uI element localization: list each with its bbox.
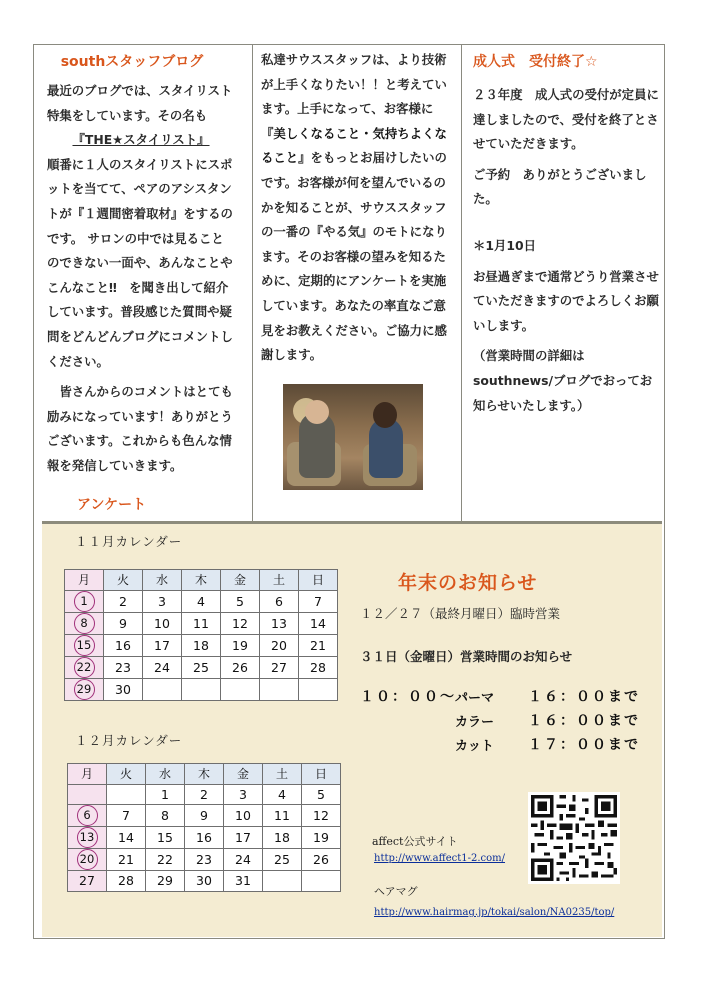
calendar-day: 30: [104, 678, 143, 700]
calendar-day: 10: [143, 612, 182, 634]
calendar-day: 29: [146, 871, 185, 892]
calendar-day: 2: [185, 784, 224, 805]
calendar-day: 13: [260, 612, 299, 634]
weekday-header: 日: [302, 764, 341, 785]
service-label: パーマ: [455, 691, 495, 706]
calendar-day-closed: 22: [65, 656, 104, 678]
weekday-header: 水: [143, 570, 182, 591]
calendar-day: [221, 678, 260, 700]
affect-site-link[interactable]: http://www.affect1-2.com/: [374, 853, 506, 864]
calendar-day: 4: [182, 590, 221, 612]
calendar-day-closed: 6: [68, 805, 107, 827]
calendar-day: 5: [221, 590, 260, 612]
calendar-day: [302, 871, 341, 892]
calendar-day: 31: [224, 871, 263, 892]
hairmag-label: ヘアマグ: [374, 885, 418, 898]
calendar-day: 17: [143, 634, 182, 656]
calendar-day: 5: [302, 784, 341, 805]
seijin-column: [473, 51, 663, 418]
hairmag-link[interactable]: http://www.hairmag.jp/tokai/salon/NA0235/top/: [374, 907, 615, 918]
calendar-day: 14: [107, 827, 146, 849]
calendar-day: 7: [299, 590, 338, 612]
calendar-day-closed: 13: [68, 827, 107, 849]
november-calendar: [64, 569, 338, 701]
column-divider: [461, 44, 462, 521]
calendar-day: 4: [263, 784, 302, 805]
seijin-date: ＊1月10日: [473, 237, 537, 253]
calendar-day: 24: [143, 656, 182, 678]
calendar-day: 25: [263, 849, 302, 871]
weekday-header: 木: [182, 570, 221, 591]
calendar-day: 22: [146, 849, 185, 871]
calendar-day-closed: 8: [65, 612, 104, 634]
weekday-header: 木: [185, 764, 224, 785]
calendar-day-closed: 15: [65, 634, 104, 656]
calendar-day: 28: [299, 656, 338, 678]
blog-paragraph: 最近のブログでは、スタイリスト特集をしています。その名も: [47, 83, 233, 123]
qr-code-icon: [528, 792, 620, 884]
calendar-day: 27: [260, 656, 299, 678]
staff-column: [261, 48, 451, 368]
calendar-day: 14: [299, 612, 338, 634]
calendar-day: 30: [185, 871, 224, 892]
november-calendar-title: １１月カレンダー: [75, 534, 183, 549]
weekday-header: 火: [107, 764, 146, 785]
calendar-day: 27: [68, 871, 107, 892]
calendar-day: 11: [263, 805, 302, 827]
calendar-day: [263, 871, 302, 892]
calendar-day-closed: 20: [68, 849, 107, 871]
calendar-day: 9: [185, 805, 224, 827]
service-label: カラー: [455, 715, 495, 730]
weekday-header: 水: [146, 764, 185, 785]
calendar-day: [143, 678, 182, 700]
column-divider: [252, 44, 253, 521]
calendar-day: 1: [146, 784, 185, 805]
calendar-day: 16: [104, 634, 143, 656]
calendar-day: 21: [299, 634, 338, 656]
calendar-day: 17: [224, 827, 263, 849]
calendar-day: 12: [221, 612, 260, 634]
seijin-paragraph: ご予約 ありがとうございました。: [473, 166, 647, 207]
weekday-header: 月: [65, 570, 104, 591]
calendar-day: 25: [182, 656, 221, 678]
calendar-day: 6: [260, 590, 299, 612]
calendar-day: 26: [221, 656, 260, 678]
calendar-day: 10: [224, 805, 263, 827]
calendar-day: 8: [146, 805, 185, 827]
notice-line: １２／２７（最終月曜日）臨時営業: [360, 606, 561, 621]
blog-paragraph: 皆さんからのコメントはとても励みになっています！ありがとうございます。これからも色んな情報を発信していきます。: [47, 384, 233, 473]
calendar-day: 12: [302, 805, 341, 827]
calendar-day: [182, 678, 221, 700]
calendar-day: 16: [185, 827, 224, 849]
calendar-day: 28: [107, 871, 146, 892]
calendar-day: 2: [104, 590, 143, 612]
calendar-day-closed: 29: [65, 678, 104, 700]
notice-line: ３１日（金曜日）営業時間のお知らせ: [360, 649, 573, 664]
service-time: １６：００まで: [528, 713, 640, 729]
calendar-day: 3: [143, 590, 182, 612]
weekday-header: 月: [68, 764, 107, 785]
seijin-heading: 成人式 受付終了☆: [473, 54, 598, 70]
affect-site-label: affect公式サイト: [372, 835, 458, 848]
calendar-day: 24: [224, 849, 263, 871]
december-calendar: [67, 763, 341, 892]
weekday-header: 金: [224, 764, 263, 785]
weekday-header: 火: [104, 570, 143, 591]
calendar-day: 26: [302, 849, 341, 871]
calendar-day: 3: [224, 784, 263, 805]
weekday-header: 日: [299, 570, 338, 591]
calendar-day: 7: [107, 805, 146, 827]
staff-paragraph: 私達サウススタッフは、より技術が上手くなりたい！！と考えています。上手になって、お客様に『美しくなること・気持ちよくなること』をもっとお届けしたいのです。お客様が何を望んでいるのかを知ることが、サウススタッフの一番の『やる気』のモトになります。そのお客様の望みを知るために、定期的にアンケートを実施しています。あなたの率直なご意見をお教えください。ご協力に感謝します。: [261, 52, 447, 363]
service-label: カット: [455, 739, 494, 754]
december-calendar-title: １２月カレンダー: [75, 733, 183, 748]
blog-series-title: 『THE★スタイリスト』: [72, 132, 210, 148]
calendar-day: 19: [302, 827, 341, 849]
calendar-day: 21: [107, 849, 146, 871]
calendar-day: 11: [182, 612, 221, 634]
weekday-header: 土: [260, 570, 299, 591]
weekday-header: 土: [263, 764, 302, 785]
calendar-day: [68, 784, 107, 805]
calendar-day: 23: [104, 656, 143, 678]
calendar-day: 18: [263, 827, 302, 849]
blog-paragraph: 順番に１人のスタイリストにスポットを当てて、ペアのアシスタントが『１週間密着取材』をするのです。 サロンの中では見ることのできない一面や、あんなことやこんなこと‼ を聞き出して紹介しています。普段感じた質問や疑問をどんどんブログにコメントしください。: [47, 156, 233, 369]
calendar-day: [260, 678, 299, 700]
anketo-heading: アンケート: [77, 497, 147, 513]
blog-heading: southスタッフブログ: [60, 54, 204, 70]
year-end-notice-title: 年末のお知らせ: [398, 572, 538, 594]
calendar-day: 18: [182, 634, 221, 656]
service-time: １６：００まで: [528, 689, 640, 705]
calendar-day: 23: [185, 849, 224, 871]
blog-column: [47, 51, 235, 479]
calendar-day: 9: [104, 612, 143, 634]
seijin-paragraph: （営業時間の詳細はsouthnews/ブログでおってお知らせいたします。）: [473, 348, 653, 413]
seijin-paragraph: お昼過ぎまで通常どうり営業させていただきますのでよろしくお願いします。: [473, 268, 659, 333]
calendar-day: 19: [221, 634, 260, 656]
staff-photo: [283, 384, 423, 490]
calendar-day: [107, 784, 146, 805]
service-time: １７：００まで: [528, 737, 640, 753]
calendar-day: [299, 678, 338, 700]
calendar-day-closed: 1: [65, 590, 104, 612]
calendar-day: 20: [260, 634, 299, 656]
weekday-header: 金: [221, 570, 260, 591]
seijin-paragraph: ２３年度 成人式の受付が定員に達しましたので、受付を終了とさせていただきます。: [473, 87, 659, 152]
calendar-day: 15: [146, 827, 185, 849]
opening-time: １０：００～: [360, 689, 456, 705]
